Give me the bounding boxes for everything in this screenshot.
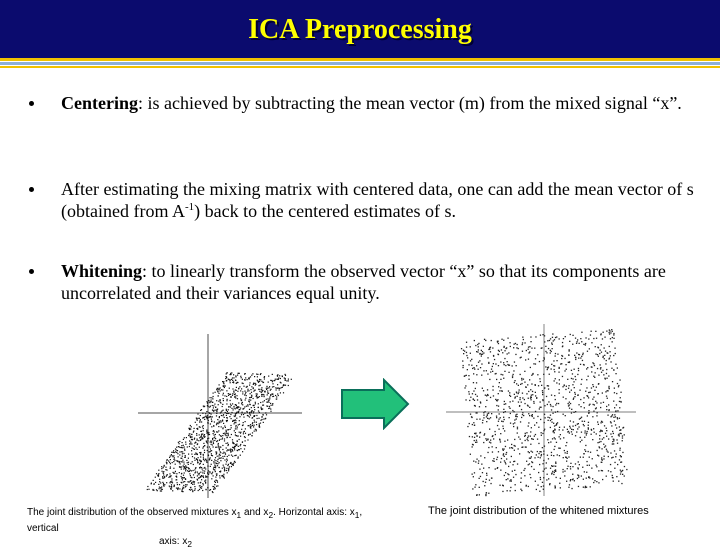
caption-sub: 2: [187, 539, 192, 549]
bullet-dot-icon: [29, 101, 34, 106]
inverse-superscript: -1: [184, 201, 195, 213]
bullet-centering: [24, 92, 682, 114]
caption-sub: 2: [268, 510, 274, 520]
title-stripe-gold: [0, 58, 720, 61]
caption-text: The joint distribution of the observed mixtures x: [27, 507, 237, 518]
caption-sub: 1: [354, 510, 360, 520]
bullet-mean-restore-text-end: ) back to the centered estimates of s.: [194, 201, 457, 221]
mixed-scatter-points: [147, 372, 292, 493]
mixed-distribution-plot: [130, 330, 310, 502]
right-figure-caption: The joint distribution of the whitened mixtures: [428, 505, 649, 517]
slide-title: ICA Preprocessing: [248, 14, 472, 45]
bullet-centering-text: : is achieved by subtracting the mean vector (m) from the mixed signal “x”.: [137, 93, 682, 113]
caption-text: axis: x: [159, 536, 188, 547]
bullet-whitening: [24, 260, 694, 304]
whitened-distribution-plot: [440, 320, 640, 500]
caption-text: and x: [241, 507, 269, 518]
title-bar: [0, 0, 720, 58]
caption-sub: 1: [236, 510, 242, 520]
left-figure-caption: [27, 506, 387, 551]
bullet-whitening-term: Whitening: [61, 261, 143, 281]
bullet-mean-restore: [24, 178, 694, 222]
bullet-centering-term: Centering: [61, 93, 138, 113]
caption-text: . Horizontal axis: x: [273, 507, 355, 518]
transition-arrow-icon: [340, 378, 412, 430]
bullet-dot-icon: [29, 269, 34, 274]
title-stripe-gold-2: [0, 66, 720, 68]
title-stripe-blue: [0, 62, 720, 65]
bullet-mean-restore-text: After estimating the mixing matrix with centered data, one can add the mean vector of s (obtained from A: [61, 179, 694, 221]
bullet-dot-icon: [29, 187, 34, 192]
caption-text: , vertical: [27, 507, 363, 534]
bullet-whitening-text: : to linearly transform the observed vector “x” so that its components are uncorrelated and their variances equal unity.: [61, 261, 666, 303]
